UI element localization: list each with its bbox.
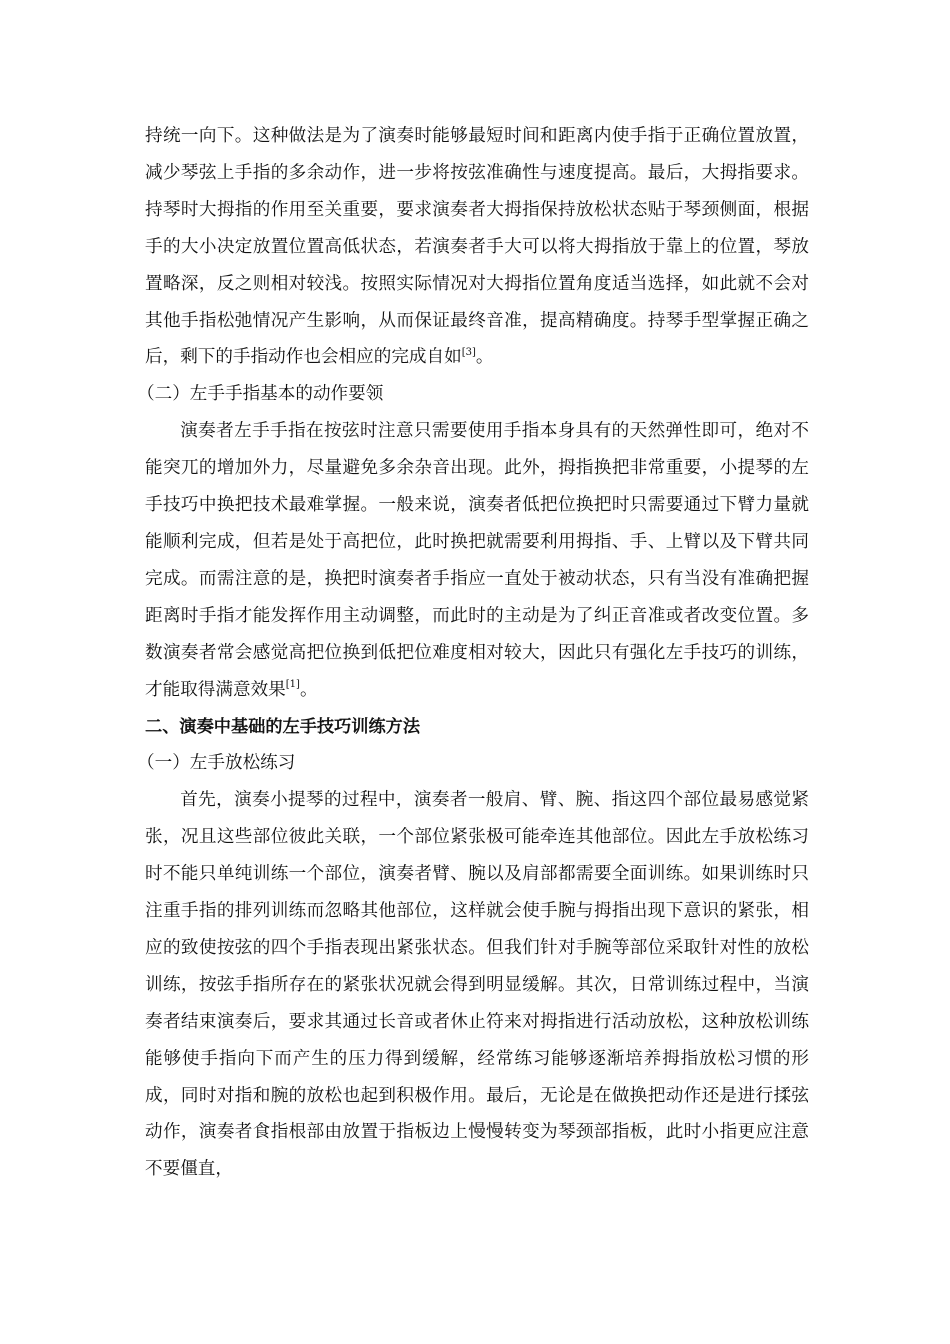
citation-marker: [3] (461, 346, 476, 358)
paragraph-tail: 。 (475, 347, 494, 368)
citation-marker: [1] (285, 678, 300, 690)
paragraph-text: 持统一向下。这种做法是为了演奏时能够最短时间和距离内使手指于正确位置放置，减少琴弦上手指的多余动作，进一步将按弦准确性与速度提高。最后，大拇指要求。持琴时大拇指的作用至关重要，要求演奏者大拇指保持放松状态贴于琴颈侧面，根据手的大小决定放置位置高低状态，若演奏者手大可以将大拇指放于靠上的位置，琴放置略深，反之则相对较浅。按照实际情况对大拇指位置角度适当选择，如此就不会对其他手指松弛情况产生影响，从而保证最终音准，提高精确度。持琴手型掌握正确之后，剩下的手指动作也会相应的完成自如 (145, 126, 809, 368)
section-heading: 二、演奏中基础的左手技巧训练方法 (145, 716, 421, 737)
body-paragraph (145, 782, 809, 1188)
section-subheading: （一）左手放松练习 (137, 753, 296, 774)
document-page (137, 118, 809, 1188)
body-paragraph (145, 118, 809, 376)
paragraph-text: 首先，演奏小提琴的过程中，演奏者一般肩、臂、腕、指这四个部位最易感觉紧张，况且这些部位彼此关联，一个部位紧张极可能牵连其他部位。因此左手放松练习时不能只单纯训练一个部位，演奏者臂、腕以及肩部都需要全面训练。如果训练时只注重手指的排列训练而忽略其他部位，这样就会使手腕与拇指出现下意识的紧张，相应的致使按弦的四个手指表现出紧张状态。但我们针对手腕等部位采取针对性的放松训练，按弦手指所存在的紧张状况就会得到明显缓解。其次，日常训练过程中，当演奏者结束演奏后，要求其通过长音或者休止符来对拇指进行活动放松，这种放松训练能够使手指向下而产生的压力得到缓解，经常练习能够逐渐培养拇指放松习惯的形成，同时对指和腕的放松也起到积极作用。最后，无论是在做换把动作还是进行揉弦动作，演奏者食指根部由放置于指板边上慢慢转变为琴颈部指板，此时小指更应注意不要僵直， (145, 790, 809, 1180)
body-paragraph (145, 413, 809, 708)
section-subheading: （二）左手手指基本的动作要领 (137, 384, 384, 405)
paragraph-tail: 。 (299, 679, 318, 700)
paragraph-text: 演奏者左手手指在按弦时注意只需要使用手指本身具有的天然弹性即可，绝对不能突兀的增加外力，尽量避免多余杂音出现。此外，拇指换把非常重要，小提琴的左手技巧中换把技术最难掌握。一般来说，演奏者低把位换把时只需要通过下臂力量就能顺利完成，但若是处于高把位，此时换把就需要利用拇指、手、上臂以及下臂共同完成。而需注意的是，换把时演奏者手指应一直处于被动状态，只有当没有准确把握距离时手指才能发挥作用主动调整，而此时的主动是为了纠正音准或者改变位置。多数演奏者常会感觉高把位换到低把位难度相对较大，因此只有强化左手技巧的训练，才能取得满意效果 (145, 421, 809, 700)
